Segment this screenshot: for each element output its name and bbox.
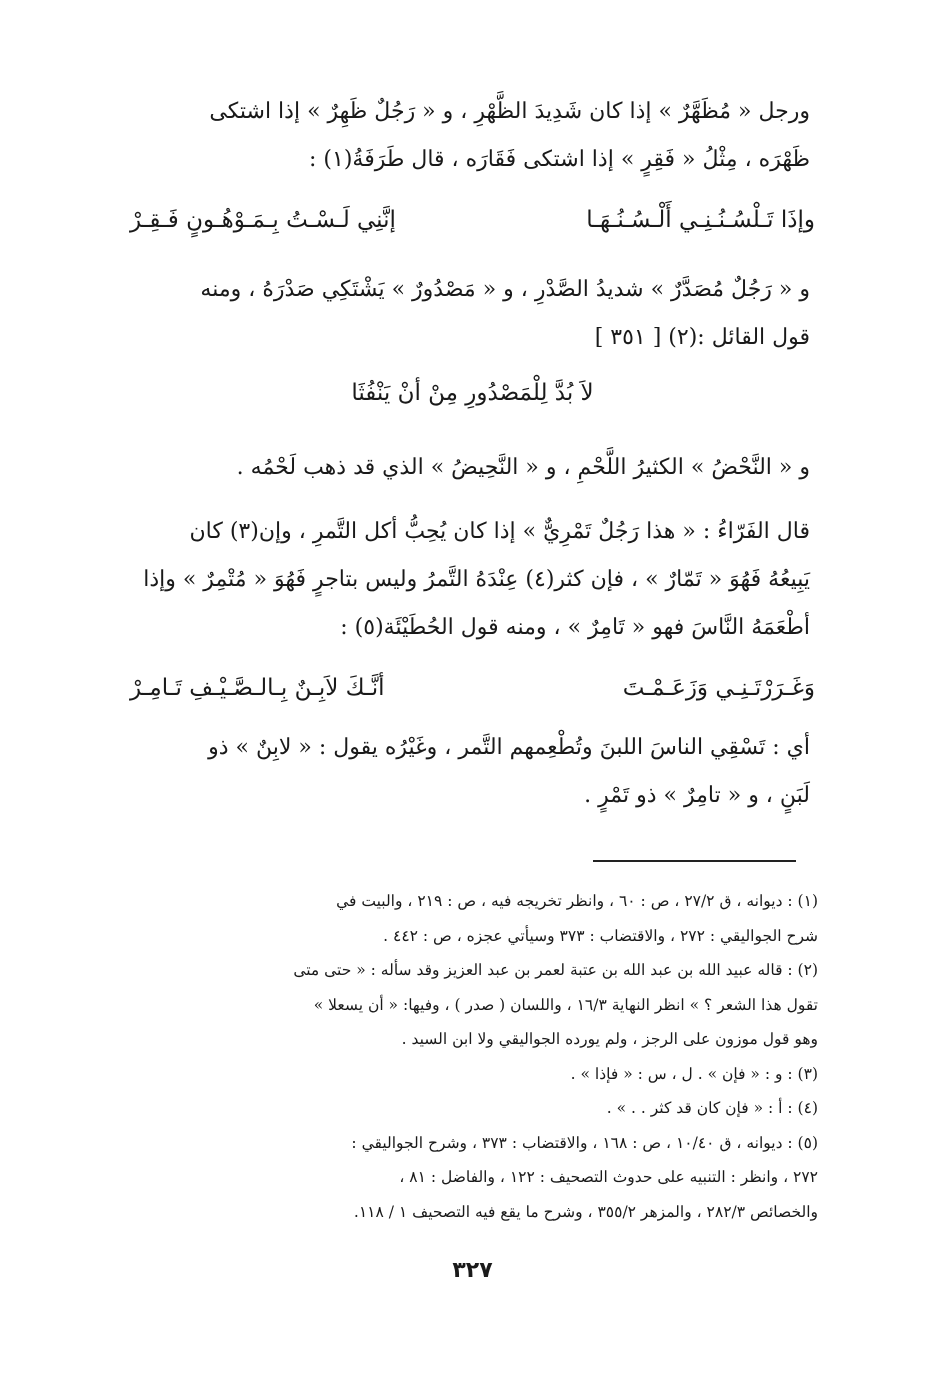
- verse-tarafa: [130, 200, 815, 240]
- text-line: و « رَجُلٌ مُصَدَّرٌ » شديدُ الصَّدْرِ ، و « مَصْدُورٌ » يَشْتَكِي صَدْرَهُ ، ومنه: [200, 277, 810, 302]
- paragraph-1: [135, 88, 810, 184]
- text-line: و « النَّحْضُ » الكثيرُ اللَّحْمِ ، و « النَّحِيضُ » الذي قد ذهب لَحْمُه .: [236, 455, 810, 480]
- footnote-1: [128, 884, 818, 953]
- text-line: أي : تَسْقِي الناسَ اللبنَ وتُطْعِمهم التَّمر ، وغَيْرُه يقول : « لابِنٌ » ذو: [208, 735, 810, 760]
- text-line: ظَهْرَه ، مِثْلُ « فَقِرٍ » إذا اشتكى فَقَارَه ، قال طَرَفَةُ(١) :: [309, 147, 810, 172]
- text-line: أطْعَمَهُ النَّاسَ فهو « تَامِرٌ » ، ومنه قول الحُطَيْئَة(٥) :: [340, 615, 810, 640]
- footnote-line: وهو قول موزون على الرجز ، ولم يورده الجواليقي ولا ابن السيد .: [401, 1030, 818, 1048]
- footnote-line: والخصائص ٢٨٢/٣ ، والمزهر ٣٥٥/٢ ، وشرح ما يقع فيه التصحيف ١ / ١١٨.: [353, 1202, 818, 1221]
- footnote-3: [128, 1057, 818, 1092]
- footnote-line: تقول هذا الشعر ؟ » انظر النهاية ١٦/٣ ، واللسان ( صدر ) ، وفيها: « أن يسعلا »: [313, 995, 818, 1014]
- footnote-line: (٣) : و : « فإن » . ل ، س : « فإذا » .: [570, 1064, 818, 1083]
- footnotes: [128, 884, 818, 1229]
- text-line: يَبِيعُهُ فَهُوَ « تَمّارٌ » ، فإن كثر(٤) عِنْدَهُ التَّمرُ وليس بتاجرٍ فَهُوَ « مُتْمِرٌ » وإذا: [143, 567, 810, 592]
- footnote-line: ٢٧٢ ، وانظر : التنبيه على حدوث التصحيف : ١٢٢ ، والفاضل : ٨١ ،: [399, 1168, 818, 1186]
- footnote-line: شرح الجواليقي : ٢٧٢ ، والاقتضاب : ٣٧٣ وسيأتي عجزه ، ص : ٤٤٢ .: [383, 926, 818, 945]
- footnote-4: [128, 1091, 818, 1126]
- text-line: قال الفَرّاءُ : « هذا رَجُلٌ تَمْرِيٌّ » إذا كان يُحِبُّ أكل التَّمرِ ، وإن(٣) كان: [189, 519, 810, 544]
- verse-hutaya: [130, 668, 815, 708]
- verse-first-hemistich: وإذَا تَـلْسُـنُـنِـي أَلْـسُـنُـهَـا: [586, 207, 815, 233]
- verse-masdur: لاَ بُدَّ لِلْمَصْدُورِ مِنْ أنْ يَنْفُثَا: [351, 380, 594, 406]
- footnote-line: (١) : ديوانه ، ق ٢٧/٢ ، ص : ٦٠ ، وانظر تخريجه فيه ، ص : ٢١٩ ، والبيت في: [336, 892, 818, 910]
- text-line: ورجل « مُظَهَّرٌ » إذا كان شَدِيدَ الظَّهْرِ ، و « رَجُلٌ ظَهِرٌ » إذا اشتكى: [209, 99, 810, 124]
- text-line: قول القائل :(٢) [ ٣٥١ ]: [594, 325, 810, 350]
- footnote-separator: [593, 860, 796, 862]
- paragraph-3: [135, 444, 810, 492]
- verse-second-hemistich: أنَّـكَ لاَبِـنٌ بِـالـصَّـيْـفِ تَـامِـرْ: [130, 675, 385, 701]
- verse-second-hemistich: إنَّنِي لَـسْـتُ بِـمَـوْهُـونٍ فَـقِـرْ: [130, 207, 396, 233]
- paragraph-4: [135, 508, 810, 652]
- text-line: لَبَنٍ ، و « تامِرٌ » ذو تَمْرٍ .: [584, 783, 810, 808]
- paragraph-2: [135, 266, 810, 362]
- verse-first-hemistich: وَغَـرَرْتَـنِـي وَزَعَـمْـتَ: [622, 675, 815, 701]
- footnote-2: [128, 953, 818, 1057]
- footnote-line: (٥) : ديوانه ، ق ١٠/٤٠ ، ص : ١٦٨ ، والاقتضاب : ٣٧٣ ، وشرح الجواليقي :: [351, 1133, 818, 1152]
- footnote-line: (٢) : قاله عبيد الله بن عبد الله بن عتبة لعمر بن عبد العزيز وقد سأله : « حتى متى: [293, 961, 818, 979]
- footnote-5: [128, 1126, 818, 1230]
- paragraph-5: [135, 724, 810, 820]
- page-number: ٣٢٧: [452, 1258, 493, 1283]
- footnote-line: (٤) : أ : « فإن كان قد كثر . . » .: [606, 1099, 818, 1117]
